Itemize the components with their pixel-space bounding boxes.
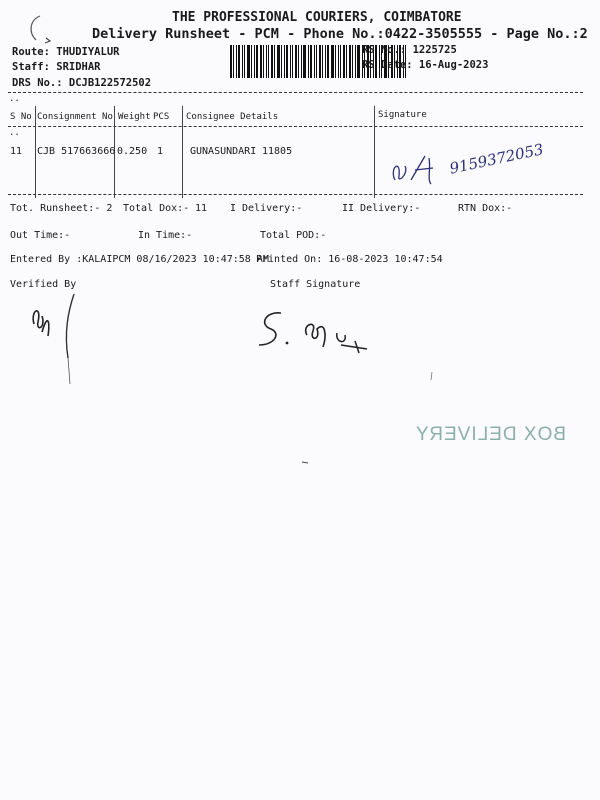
barcode-bar xyxy=(242,45,243,78)
barcode-bar xyxy=(319,45,321,78)
staff-signature-label: Staff Signature xyxy=(270,279,361,290)
receiver-signature xyxy=(385,150,445,192)
barcode-bar xyxy=(238,45,240,78)
barcode-bar xyxy=(325,45,326,78)
barcode-bar xyxy=(343,45,345,78)
barcode-bar xyxy=(349,45,351,78)
handwritten-phone: 9159372053 xyxy=(448,140,546,178)
dots-marker: .. xyxy=(9,94,20,104)
barcode-bar xyxy=(331,45,334,78)
ii-delivery: II Delivery:- xyxy=(342,203,421,214)
barcode-bar xyxy=(284,45,285,78)
barcode-bar xyxy=(292,45,293,78)
barcode-bar xyxy=(254,45,255,78)
barcode-bar xyxy=(327,45,329,78)
barcode-bar xyxy=(260,45,262,78)
barcode-bar xyxy=(303,45,306,78)
barcode-bar xyxy=(316,45,317,78)
staff-signature xyxy=(255,305,375,360)
col-line xyxy=(182,106,183,198)
barcode-bar xyxy=(355,45,356,78)
rs-number: RS No.: 1225725 xyxy=(362,44,457,56)
separator-top xyxy=(8,92,583,93)
printed-on: Printed On: 16-08-2023 10:47:54 xyxy=(256,254,443,265)
barcode-bar xyxy=(298,45,299,78)
row-consignee: GUNASUNDARI xyxy=(190,146,257,157)
stray-mark xyxy=(300,458,310,466)
verified-by-label: Verified By xyxy=(10,279,77,290)
barcode-bar xyxy=(310,45,312,78)
barcode-bar xyxy=(263,45,264,78)
rs-date: RS Date: 16-Aug-2023 xyxy=(362,59,489,71)
total-runsheet: Tot. Runsheet:- 2 xyxy=(10,203,113,214)
col-header-sno: S No xyxy=(10,112,32,122)
box-delivery-stamp: BOX DELIVERY xyxy=(415,424,567,445)
barcode-bar xyxy=(230,45,232,78)
barcode-bar xyxy=(277,45,280,78)
dots-marker-2: .. xyxy=(9,128,20,138)
rtn-dox: RTN Dox:- xyxy=(458,203,513,214)
out-time: Out Time:- xyxy=(10,230,71,241)
barcode-bar xyxy=(244,45,245,78)
barcode-bar xyxy=(286,45,288,78)
barcode-bar xyxy=(295,45,297,78)
route-label: Route: THUDIYALUR xyxy=(12,46,120,58)
barcode-bar xyxy=(290,45,291,78)
barcode-bar xyxy=(308,45,309,78)
logo-mark xyxy=(22,12,62,48)
barcode-bar xyxy=(268,45,269,78)
barcode-bar xyxy=(340,45,341,78)
entered-by: Entered By :KALAIPCM 08/16/2023 10:47:58 AM xyxy=(10,254,269,265)
total-dox-label: Total Dox:- xyxy=(123,203,190,214)
total-pod: Total POD:- xyxy=(260,230,327,241)
drs-number: DRS No.: DCJB122572502 xyxy=(12,77,152,89)
col-header-weight: Weight xyxy=(118,112,151,122)
barcode-bar xyxy=(271,45,273,78)
barcode-bar xyxy=(281,45,282,78)
runsheet-subtitle: Delivery Runsheet - PCM - Phone No.:0422-3505555 - Page No.:2 xyxy=(92,26,588,42)
company-title: THE PROFESSIONAL COURIERS, COIMBATORE xyxy=(172,10,462,25)
barcode-bar xyxy=(266,45,267,78)
stray-mark xyxy=(428,370,436,382)
separator-header xyxy=(8,126,583,127)
barcode-bar xyxy=(338,45,339,78)
in-time: In Time:- xyxy=(138,230,193,241)
verifier-signature xyxy=(28,292,88,387)
col-line xyxy=(35,106,36,198)
col-header-consignment: Consignment No xyxy=(37,112,113,122)
barcode-bar xyxy=(352,45,353,78)
barcode-bar xyxy=(247,45,250,78)
col-header-signature: Signature xyxy=(378,110,427,120)
row-sno: 11 xyxy=(10,146,23,157)
separator-row xyxy=(8,194,583,195)
barcode-bar xyxy=(322,45,323,78)
barcode-bar xyxy=(236,45,237,78)
row-pin: 11805 xyxy=(262,146,293,157)
barcode-bar xyxy=(314,45,315,78)
barcode-bar xyxy=(274,45,275,78)
col-header-pcs: PCS xyxy=(153,112,170,122)
row-pcs: 1 xyxy=(157,146,164,157)
barcode-bar xyxy=(301,45,302,78)
col-line xyxy=(374,106,375,198)
col-header-consignee: Consignee Details xyxy=(186,112,279,122)
total-dox-value: 11 xyxy=(195,203,208,214)
barcode-bar xyxy=(346,45,347,78)
barcode-bar xyxy=(335,45,336,78)
barcode-bar xyxy=(251,45,252,78)
i-delivery: I Delivery:- xyxy=(230,203,303,214)
barcode-bar xyxy=(233,45,234,78)
staff-label: Staff: SRIDHAR xyxy=(12,61,101,73)
row-weight: 0.250 xyxy=(117,146,148,157)
barcode-bar xyxy=(256,45,258,78)
row-consignment: CJB 517663666 xyxy=(37,146,116,157)
barcode-bar xyxy=(357,45,360,78)
